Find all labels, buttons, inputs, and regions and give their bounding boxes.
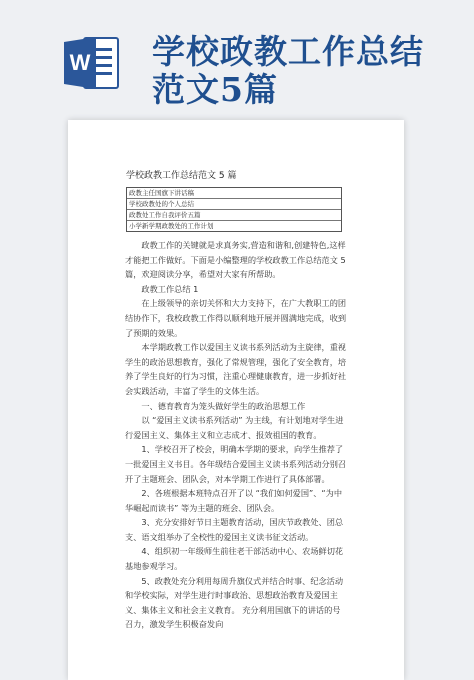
toc-item[interactable]: 小学新学期政教处的工作计划 <box>129 222 214 230</box>
banner <box>0 0 474 112</box>
banner-title-line-1: 学校政教工作总结 <box>152 32 424 71</box>
word-logo-letter: W <box>69 50 91 75</box>
body-paragraph: 1、学校召开了校会，明确本学期的要求，向学生推荐了一批爱国主义书目。各年级结合爱国主义读书系列活动分别召开了主题班会、团队会，对本学期工作进行了具体部署。 <box>125 444 347 484</box>
body-paragraph: 4、组织初一年级师生前往老干部活动中心、农场鲜切花基地参观学习。 <box>125 546 344 572</box>
body-paragraph: 在上级领导的亲切关怀和大力支持下，在广大教职工的团结协作下，我校政教工作得以顺利地开展并圆满地完成，收到了预期的效果。 <box>125 298 347 338</box>
body-paragraph: 本学期政教工作以爱国主义读书系列活动为主旋律，重视学生的政治思想教育，强化了常规管理，强化了安全教育，培养了学生良好的行为习惯，注重心理健康教育，进一步抓好社会实践活动，丰富了学生的文体生活。 <box>125 342 347 396</box>
banner-title-line-2: 范文5篇 <box>152 70 278 109</box>
section-heading: 政教工作总结 1 <box>141 283 199 294</box>
body-paragraph: 2、各班根据本班特点召开了以 “我们如何爱国”、“为中华崛起而读书” 等为主题的班会、团队会。 <box>125 488 343 513</box>
body-paragraph: 以 “爱国主义读书系列活动” 为主线，有计划地对学生进行爱国主义、集体主义和立志成才、报效祖国的教育。 <box>125 415 344 440</box>
document-title: 学校政教工作总结范文 5 篇 <box>126 171 237 181</box>
toc-item[interactable]: 学校政教处的个人总结 <box>127 199 341 210</box>
document-body <box>125 238 347 632</box>
subsection-heading: 一、德育教育为笼头做好学生的政治思想工作 <box>141 400 306 411</box>
document-page <box>68 120 404 680</box>
body-paragraph: 3、充分安排好节日主题教育活动，国庆节政教处、团总支、语文组举办了全校性的爱国主义读书征文活动。 <box>125 517 344 542</box>
toc-item[interactable]: 政教主任国旗下讲话稿 <box>127 188 341 199</box>
intro-paragraph: 政教工作的关键就是求真务实,营造和谐和,创建特色,这样才能把工作做好。下面是小编整理的学校政教工作总结范文 5 篇，欢迎阅读分享，希望对大家有所帮助。 <box>125 240 346 280</box>
table-of-contents <box>126 187 342 232</box>
body-paragraph: 5、政教处充分利用每周升旗仪式并结合时事、纪念活动和学校实际，对学生进行时事政治、思想政治教育及爱国主义、集体主义和社会主义教育。 充分利用国旗下的讲话的号召力，激发学生积极奋发向 <box>125 575 344 630</box>
toc-item[interactable]: 政教处工作自我评价五篇 <box>127 210 341 221</box>
word-document-icon <box>62 34 120 92</box>
